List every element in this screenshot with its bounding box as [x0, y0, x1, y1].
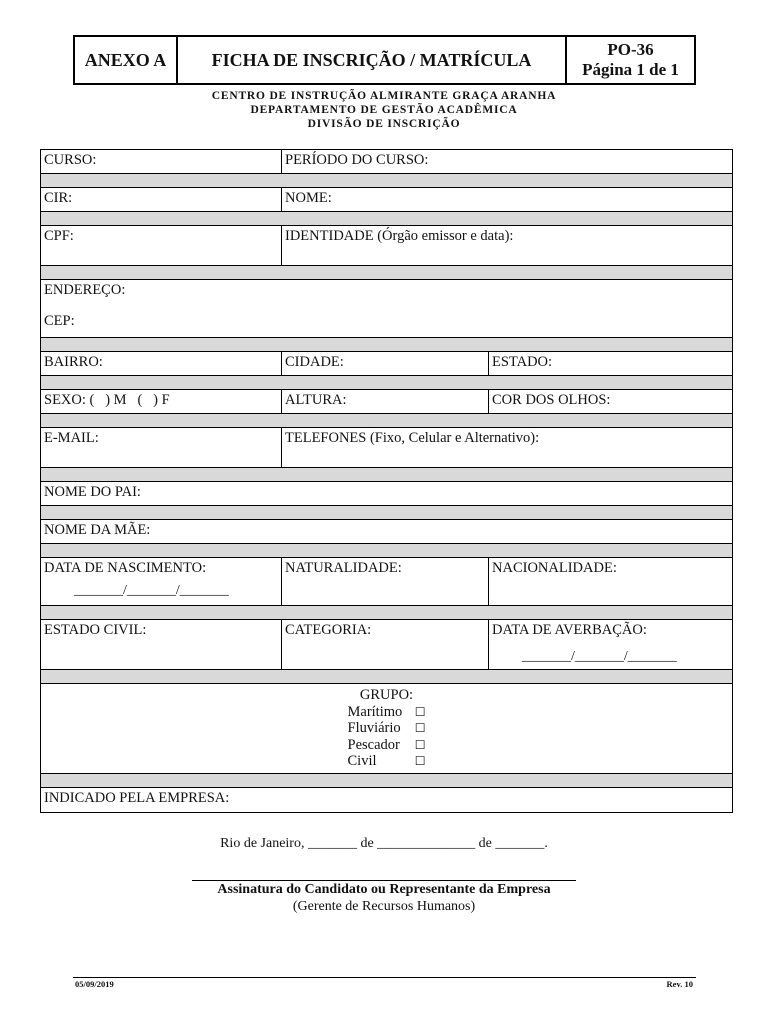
field-altura[interactable]	[282, 390, 489, 413]
label-data-nascimento: DATA DE NASCIMENTO:	[44, 560, 207, 576]
field-grupo	[41, 684, 732, 773]
org-line-1: CENTRO DE INSTRUÇÃO ALMIRANTE GRAÇA ARANHA	[211, 90, 557, 102]
row-nome-pai	[41, 482, 732, 506]
row-cir	[41, 188, 732, 212]
field-indicado[interactable]	[41, 788, 732, 812]
field-data-averbacao[interactable]	[489, 620, 732, 669]
page-number: Página 1 de 1	[582, 60, 679, 79]
label-indicado: INDICADO PELA EMPRESA:	[44, 790, 230, 806]
grupo-option-civil[interactable]	[44, 753, 729, 770]
field-curso[interactable]	[41, 150, 282, 173]
field-nome[interactable]	[282, 188, 732, 211]
checkbox-icon[interactable]: ☐	[414, 754, 426, 768]
form-title: FICHA DE INSCRIÇÃO / MATRÍCULA	[178, 37, 567, 83]
registration-form	[40, 149, 733, 813]
footer-date: 05/09/2019	[75, 979, 114, 989]
grupo-option-label: Marítimo	[347, 703, 403, 720]
label-sexo: SEXO: ( ) M ( ) F	[44, 392, 170, 408]
field-cpf[interactable]	[41, 226, 282, 265]
label-naturalidade: NATURALIDADE:	[285, 560, 402, 576]
field-cor-olhos[interactable]	[489, 390, 732, 413]
grupo-option-label: Civil	[347, 753, 377, 769]
grupo-option-pescador[interactable]	[44, 737, 729, 754]
label-data-averbacao: DATA DE AVERBAÇÃO:	[492, 622, 647, 638]
field-sexo[interactable]	[41, 390, 282, 413]
field-estado-civil[interactable]	[41, 620, 282, 669]
label-cidade: CIDADE:	[285, 354, 344, 370]
grupo-option-fluviario[interactable]	[44, 720, 729, 737]
place-date-line: Rio de Janeiro, _______ de ______________ de _______.	[220, 836, 548, 851]
label-nome-mae: NOME DA MÃE:	[44, 522, 151, 538]
label-estado-civil: ESTADO CIVIL:	[44, 622, 147, 638]
label-nome-pai: NOME DO PAI:	[44, 484, 141, 500]
label-cor-olhos: COR DOS OLHOS:	[492, 392, 611, 408]
field-nacionalidade[interactable]	[489, 558, 732, 605]
field-cidade[interactable]	[282, 352, 489, 375]
label-nome: NOME:	[285, 190, 332, 206]
label-grupo: GRUPO:	[359, 687, 414, 703]
label-cpf: CPF:	[44, 228, 74, 244]
label-altura: ALTURA:	[285, 392, 347, 408]
label-categoria: CATEGORIA:	[285, 622, 372, 638]
label-bairro: BAIRRO:	[44, 354, 103, 370]
separator	[41, 266, 732, 280]
signature-line	[192, 880, 576, 881]
separator	[41, 606, 732, 620]
grupo-option-maritimo[interactable]	[44, 704, 729, 721]
separator	[41, 506, 732, 520]
label-curso: CURSO:	[44, 152, 97, 168]
row-estado-civil	[41, 620, 732, 670]
separator	[41, 212, 732, 226]
field-nome-pai[interactable]	[41, 482, 732, 505]
grupo-option-label: Fluviário	[347, 720, 401, 736]
doc-code: PO-36	[607, 40, 654, 59]
row-nascimento	[41, 558, 732, 606]
field-email[interactable]	[41, 428, 282, 467]
label-estado: ESTADO:	[492, 354, 553, 370]
row-endereco	[41, 280, 732, 338]
separator	[41, 468, 732, 482]
checkbox-icon[interactable]: ☐	[414, 704, 426, 719]
annex-label: ANEXO A	[75, 37, 178, 83]
label-cep: CEP:	[44, 313, 75, 329]
footer-rule	[73, 977, 696, 978]
label-nacionalidade: NACIONALIDADE:	[492, 560, 617, 576]
field-bairro[interactable]	[41, 352, 282, 375]
grupo-option-label: Pescador	[347, 736, 400, 753]
separator	[41, 338, 732, 352]
row-indicado	[41, 788, 732, 812]
field-naturalidade[interactable]	[282, 558, 489, 605]
field-telefones[interactable]	[282, 428, 732, 467]
separator	[41, 670, 732, 684]
field-categoria[interactable]	[282, 620, 489, 669]
row-email	[41, 428, 732, 468]
row-cpf	[41, 226, 732, 266]
field-cir[interactable]	[41, 188, 282, 211]
separator	[41, 414, 732, 428]
field-identidade[interactable]	[282, 226, 732, 265]
date-blank-averbacao: _______/_______/_______	[522, 649, 677, 664]
label-endereco: ENDEREÇO:	[44, 282, 126, 298]
org-line-3: DIVISÃO DE INSCRIÇÃO	[307, 118, 461, 130]
organization-header	[0, 89, 768, 131]
label-email: E-MAIL:	[44, 430, 99, 446]
footer-revision: Rev. 10	[666, 979, 693, 989]
label-telefones: TELEFONES (Fixo, Celular e Alternativo):	[285, 430, 540, 446]
row-grupo	[41, 684, 732, 774]
field-estado[interactable]	[489, 352, 732, 375]
field-periodo[interactable]	[282, 150, 732, 173]
field-endereco[interactable]	[41, 280, 732, 337]
row-sexo	[41, 390, 732, 414]
separator	[41, 376, 732, 390]
row-nome-mae	[41, 520, 732, 544]
separator	[41, 544, 732, 558]
doc-code-cell	[567, 37, 694, 83]
signature-title: Assinatura do Candidato ou Representante da Empresa	[217, 882, 551, 897]
field-data-nascimento[interactable]	[41, 558, 282, 605]
label-identidade: IDENTIDADE (Órgão emissor e data):	[285, 228, 514, 244]
org-line-2: DEPARTAMENTO DE GESTÃO ACADÊMICA	[250, 104, 518, 116]
field-nome-mae[interactable]	[41, 520, 732, 543]
label-periodo: PERÍODO DO CURSO:	[285, 152, 429, 168]
date-blank-nascimento: _______/_______/_______	[74, 583, 229, 598]
signature-subtitle: (Gerente de Recursos Humanos)	[292, 899, 476, 914]
separator	[41, 174, 732, 188]
row-bairro	[41, 352, 732, 376]
checkbox-icon[interactable]: ☐	[414, 737, 426, 752]
label-cir: CIR:	[44, 190, 73, 206]
checkbox-icon[interactable]: ☐	[414, 721, 426, 735]
row-curso	[41, 150, 732, 174]
header-table	[73, 35, 696, 85]
separator	[41, 774, 732, 788]
